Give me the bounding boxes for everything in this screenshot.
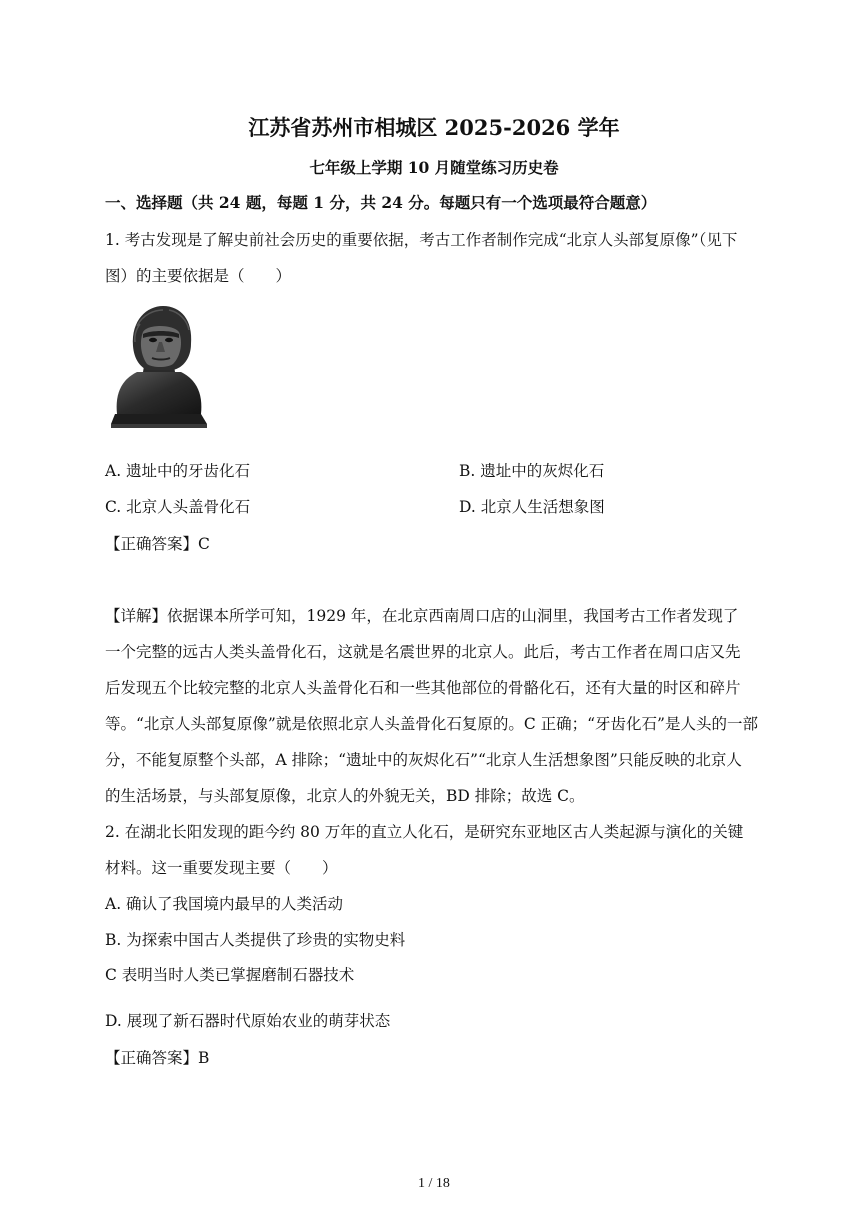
q2-stem-line1: 2. 在湖北长阳发现的距今约 80 万年的直立人化石，是研究东亚地区古人类起源与演化的关键 bbox=[105, 823, 744, 841]
q1-stem-line1: 1. 考古发现是了解史前社会历史的重要依据，考古工作者制作完成“北京人头部复原像”（见下 bbox=[105, 231, 738, 249]
q2-stem-line2: 材料。这一重要发现主要（ ） bbox=[105, 859, 338, 877]
q2-answer: 【正确答案】B bbox=[105, 1049, 210, 1067]
q2-option-a: A. 确认了我国境内最早的人类活动 bbox=[105, 895, 344, 913]
q1-analysis-line5: 分，不能复原整个头部，A 排除；“遗址中的灰烬化石”“北京人生活想象图”只能反映的北京人 bbox=[105, 751, 742, 769]
document-title: 江苏省苏州市相城区 2025-2026 学年 bbox=[248, 115, 620, 140]
q1-option-c: C. 北京人头盖骨化石 bbox=[105, 498, 251, 516]
q2-option-c: C 表明当时人类已掌握磨制石器技术 bbox=[105, 966, 355, 984]
q1-analysis-line1: 【详解】依据课本所学可知，1929 年，在北京西南周口店的山洞里，我国考古工作者发现了 bbox=[105, 607, 739, 625]
page-number: 1 / 18 bbox=[418, 1176, 450, 1191]
q1-analysis-line2: 一个完整的远古人类头盖骨化石，这就是名震世界的北京人。此后，考古工作者在周口店又先 bbox=[105, 643, 741, 661]
q1-option-d: D. 北京人生活想象图 bbox=[459, 498, 605, 516]
peking-man-bust-image bbox=[107, 302, 213, 432]
q1-option-a: A. 遗址中的牙齿化石 bbox=[105, 462, 251, 480]
q1-answer: 【正确答案】C bbox=[105, 535, 210, 553]
q1-analysis-line6: 的生活场景，与头部复原像，北京人的外貌无关，BD 排除；故选 C。 bbox=[105, 787, 585, 805]
q1-analysis-line4: 等。“北京人头部复原像”就是依照北京人头盖骨化石复原的。C 正确；“牙齿化石”是人头的一部 bbox=[105, 715, 758, 733]
document-subtitle: 七年级上学期 10 月随堂练习历史卷 bbox=[309, 158, 559, 177]
q1-option-b: B. 遗址中的灰烬化石 bbox=[459, 462, 605, 480]
q1-analysis-line3: 后发现五个比较完整的北京人头盖骨化石和一些其他部位的骨骼化石，还有大量的时区和碎片 bbox=[105, 679, 741, 697]
q1-stem-line2: 图）的主要依据是（ ） bbox=[105, 267, 292, 285]
q2-option-d: D. 展现了新石器时代原始农业的萌芽状态 bbox=[105, 1012, 391, 1030]
q2-option-b: B. 为探索中国古人类提供了珍贵的实物史料 bbox=[105, 931, 406, 949]
section-heading: 一、选择题（共 24 题，每题 1 分，共 24 分。每题只有一个选项最符合题意） bbox=[105, 193, 657, 212]
